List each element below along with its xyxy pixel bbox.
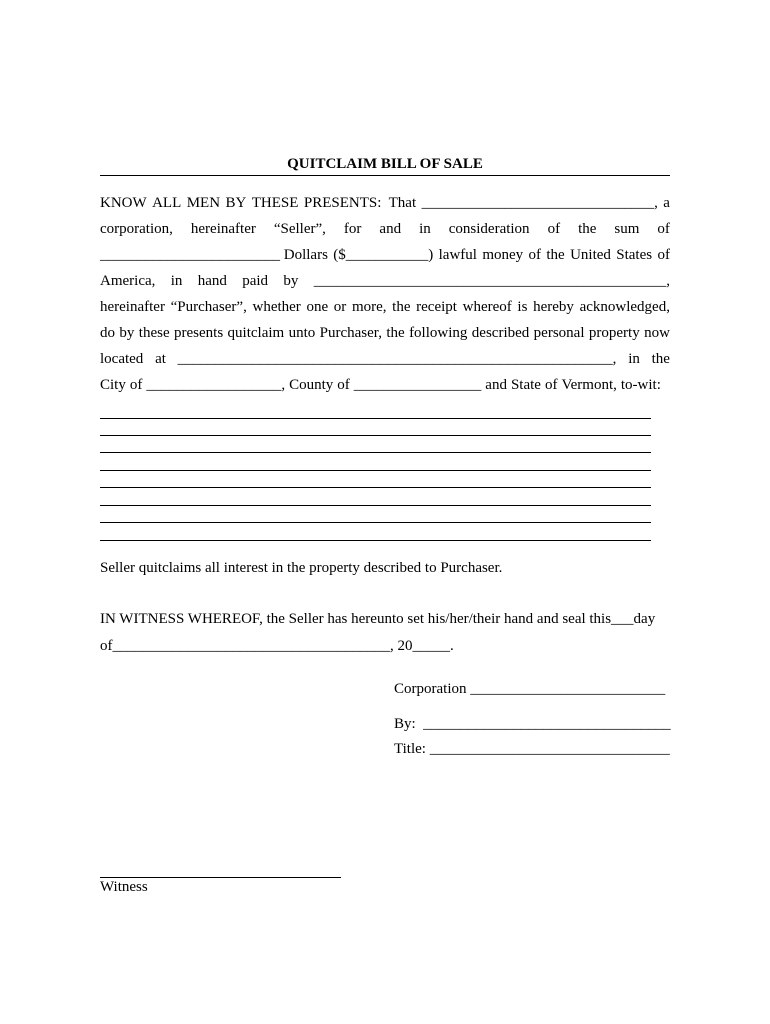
description-line — [100, 487, 651, 488]
body-word: States — [616, 247, 653, 263]
body-word: the — [392, 299, 411, 315]
body-word: quitclaim — [227, 325, 285, 341]
body-word: personal — [533, 325, 585, 341]
body-word: in — [628, 351, 640, 367]
body-word: lawful — [438, 247, 477, 263]
body-word: of — [657, 247, 670, 263]
body-word: _______________________________________________, — [313, 273, 670, 289]
body-word: and — [485, 377, 507, 393]
body-word: property — [588, 325, 640, 341]
body-word: one — [306, 299, 329, 315]
body-word: in — [419, 221, 431, 237]
body-word: acknowledged, — [579, 299, 670, 315]
body-word: ALL — [152, 195, 182, 211]
body-word: of — [129, 377, 143, 393]
body-word: corporation, — [100, 221, 173, 237]
body-word: for — [343, 221, 362, 237]
body-word: receipt — [416, 299, 457, 315]
body-line — [100, 273, 670, 290]
body-word: hereinafter — [190, 221, 256, 237]
body-word: paid — [242, 273, 269, 289]
body-word: and — [379, 221, 402, 237]
body-word: “Seller”, — [273, 221, 326, 237]
body-word: “Purchaser”, — [170, 299, 247, 315]
body-line — [100, 221, 670, 238]
body-word: BY — [225, 195, 247, 211]
body-word: __________________, — [146, 377, 286, 393]
quitclaim-statement: Seller quitclaims all interest in the property described to Purchaser. — [100, 560, 503, 576]
body-line — [100, 299, 670, 316]
body-word: these — [138, 325, 170, 341]
body-word: presents — [174, 325, 224, 341]
body-word: ________________________ Dollars — [100, 247, 328, 263]
description-line — [100, 470, 651, 471]
body-word: of — [544, 377, 558, 393]
body-word: consideration — [448, 221, 530, 237]
body-word: of — [528, 247, 542, 263]
body-word: in — [170, 273, 183, 289]
body-word: a — [663, 195, 670, 211]
title-signature-line: Title: ________________________________ — [394, 741, 670, 757]
by-signature-line: By: _________________________________ — [394, 716, 671, 732]
body-line — [100, 377, 670, 394]
body-word: is — [517, 299, 528, 315]
body-word: of — [547, 221, 561, 237]
body-word: State — [510, 377, 541, 393]
body-word: United — [570, 247, 611, 263]
body-word: whether — [252, 299, 301, 315]
body-word: money — [482, 247, 524, 263]
witness-label: Witness — [100, 879, 148, 895]
body-word: now — [644, 325, 670, 341]
body-word: Vermont, — [561, 377, 617, 393]
description-line — [100, 540, 651, 541]
body-word: at — [155, 351, 166, 367]
body-word: Purchaser, — [319, 325, 382, 341]
witness-clause-line-1: IN WITNESS WHEREOF, the Seller has hereunto set his/her/their hand and seal this___day — [100, 611, 656, 627]
body-word: MEN — [186, 195, 221, 211]
description-line — [100, 522, 651, 523]
body-word: _______________________________, — [421, 195, 658, 211]
body-word: _________________ — [353, 377, 482, 393]
body-word: more, — [351, 299, 387, 315]
body-line — [100, 325, 670, 342]
description-line — [100, 452, 651, 453]
body-word: of — [337, 377, 350, 393]
body-word: sum — [614, 221, 640, 237]
witness-clause-line-2: of_____________________________________, 20_____. — [100, 638, 454, 654]
document-title: QUITCLAIM BILL OF SALE — [287, 156, 483, 172]
body-word: hereinafter — [100, 299, 165, 315]
body-word: hand — [197, 273, 227, 289]
body-word: hereby — [533, 299, 574, 315]
body-word: to-wit: — [620, 377, 661, 393]
body-word: the — [546, 247, 565, 263]
body-word: the — [578, 221, 597, 237]
body-word: City — [100, 377, 126, 393]
body-word: America, — [100, 273, 156, 289]
body-word: THESE — [251, 195, 299, 211]
body-line — [100, 195, 670, 212]
description-line — [100, 435, 651, 436]
body-word: whereof — [462, 299, 512, 315]
body-word: located — [100, 351, 144, 367]
body-line — [100, 247, 670, 264]
body-word: ($___________) — [333, 247, 434, 263]
body-word: of — [657, 221, 670, 237]
body-word: do — [100, 325, 115, 341]
body-word: described — [471, 325, 530, 341]
body-word: the — [386, 325, 405, 341]
body-word: or — [333, 299, 347, 315]
body-line — [100, 351, 670, 368]
body-word: by — [119, 325, 135, 341]
body-word: __________________________________________________________, — [177, 351, 617, 367]
corporation-signature-line: Corporation __________________________ — [394, 681, 666, 697]
body-word: County — [289, 377, 334, 393]
description-line — [100, 505, 651, 506]
body-word: the — [651, 351, 670, 367]
title-underline — [100, 175, 670, 176]
body-word: following — [409, 325, 468, 341]
body-word: KNOW — [100, 195, 147, 211]
description-line — [100, 418, 651, 419]
body-word: unto — [288, 325, 316, 341]
body-word: by — [283, 273, 299, 289]
witness-signature-rule — [100, 877, 341, 878]
body-word: PRESENTS: That — [303, 195, 417, 211]
